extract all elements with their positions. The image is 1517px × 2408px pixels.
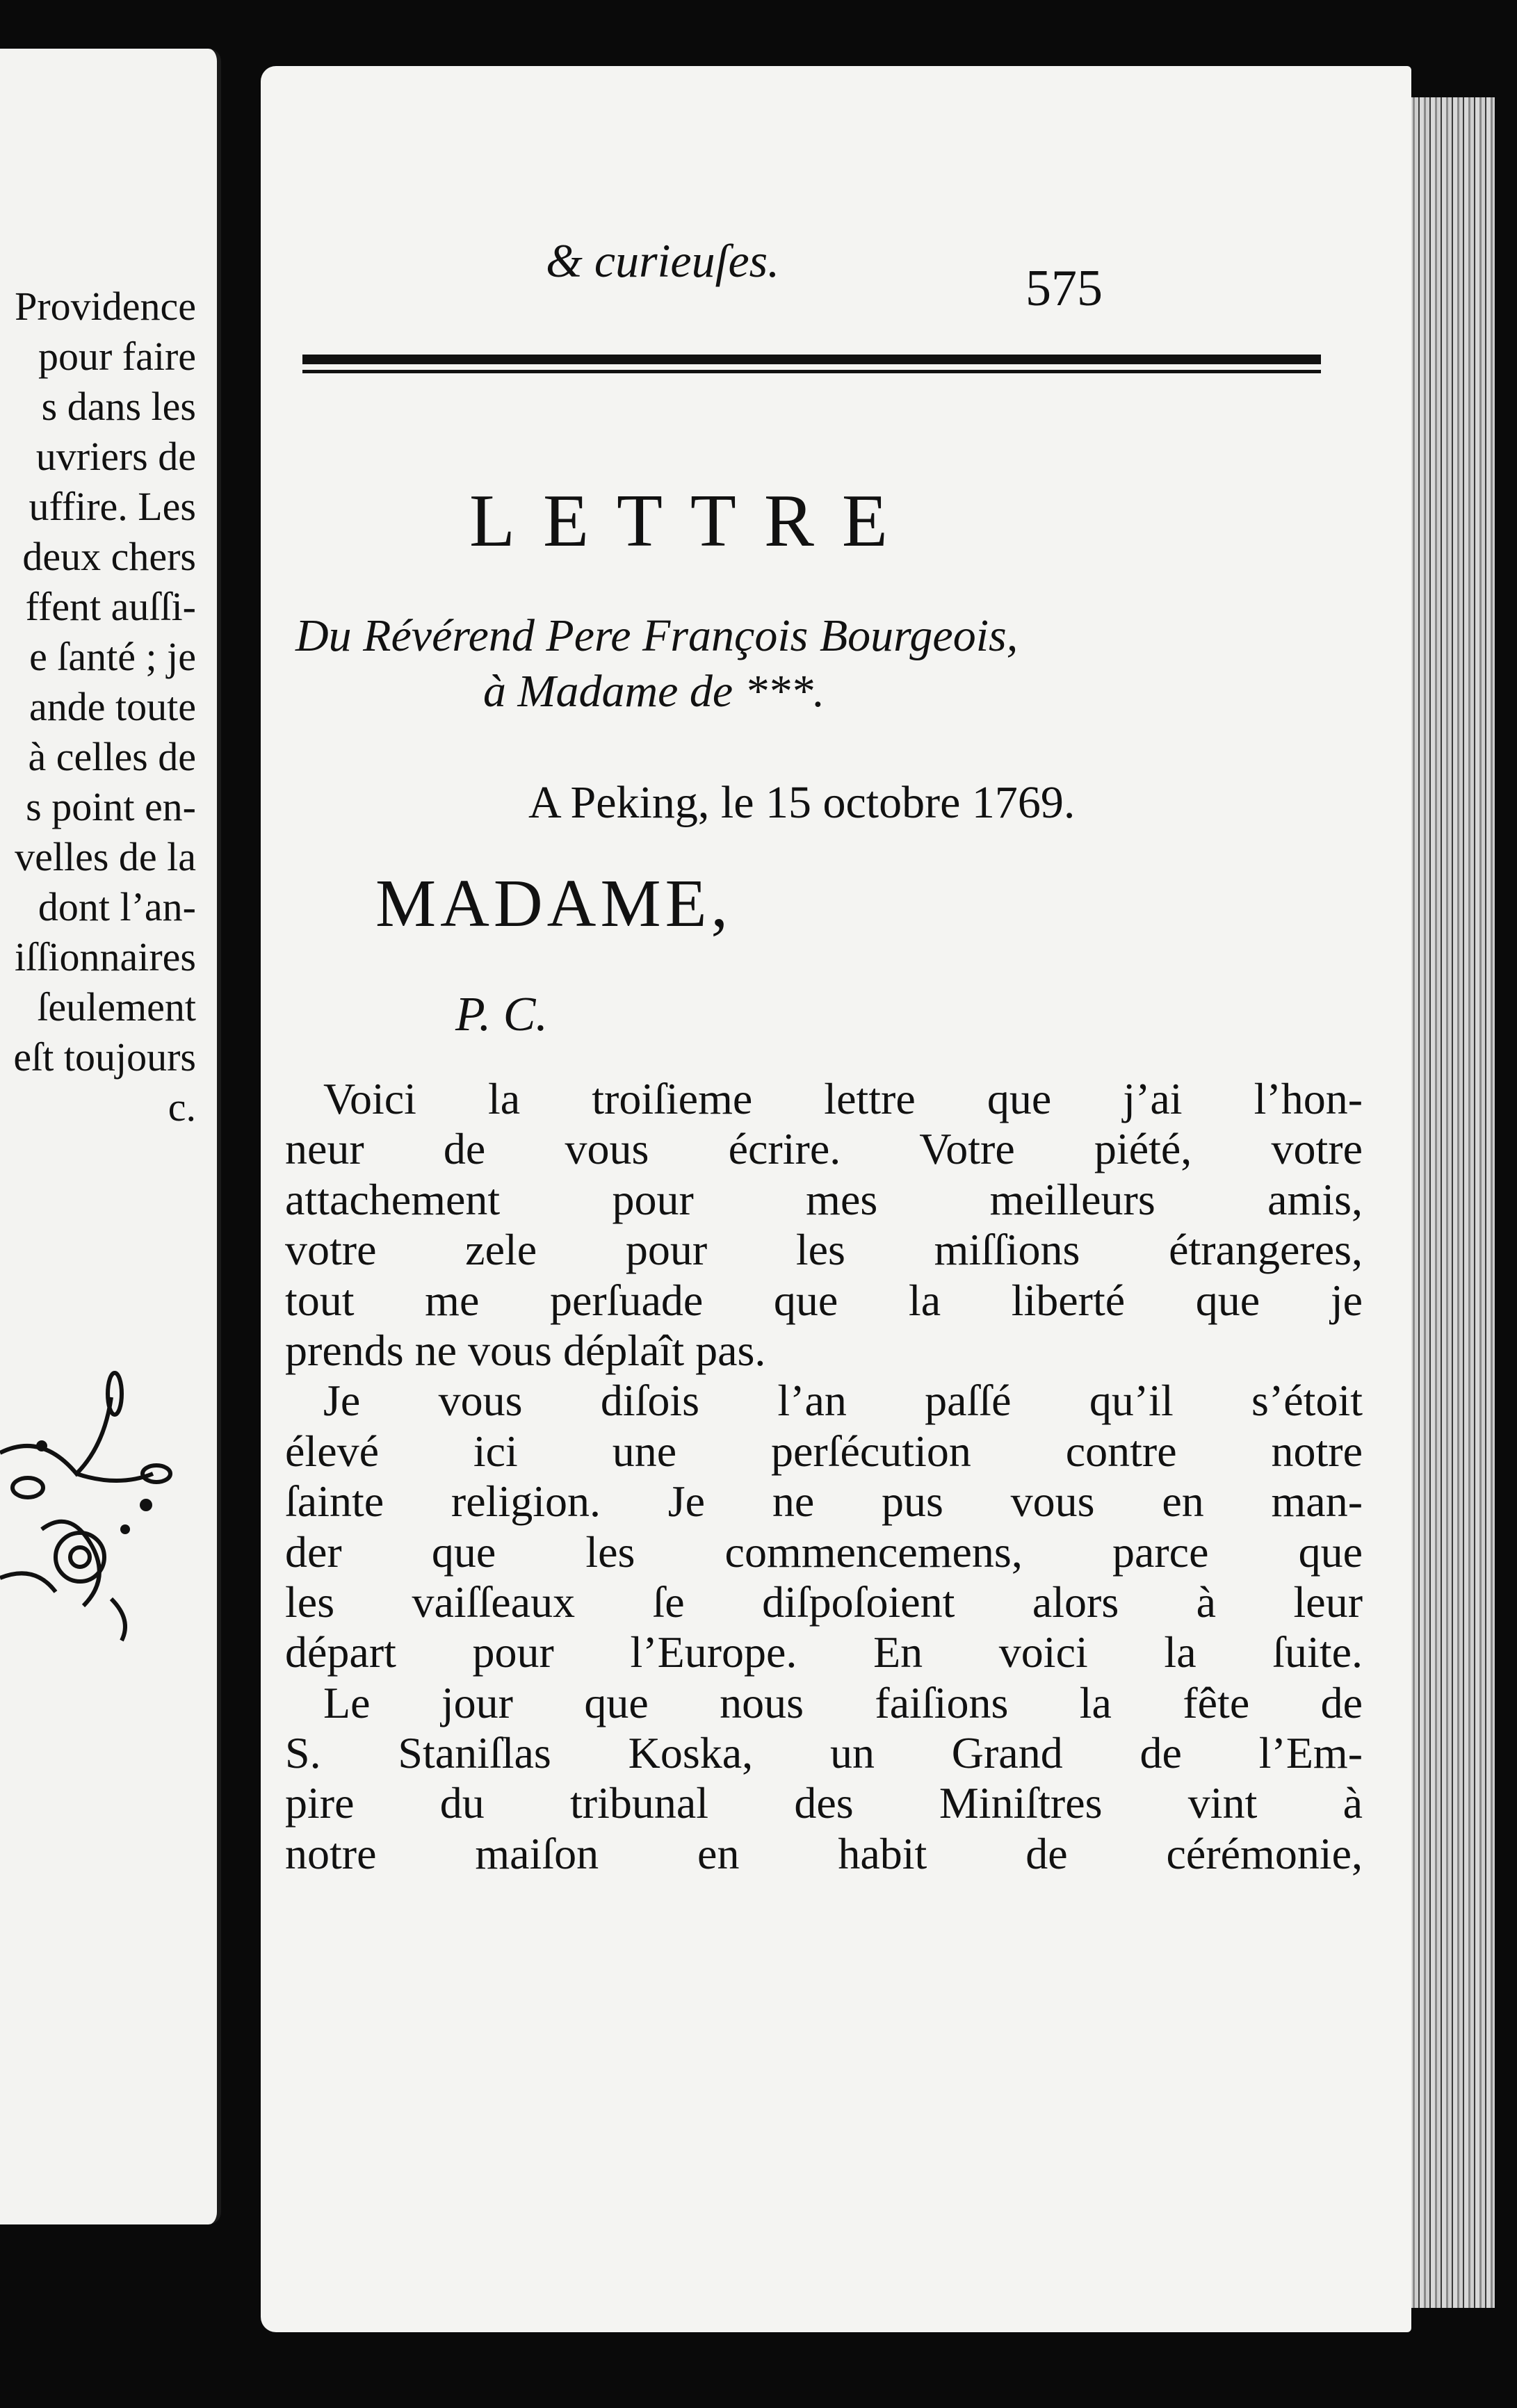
body-line: attachement pour mes meilleurs amis,	[285, 1174, 1363, 1224]
left-page-line: s point en-	[26, 784, 196, 829]
initials: P. C.	[455, 988, 548, 1041]
left-page-line: ande toute	[29, 684, 196, 729]
left-page-line: uvriers de	[35, 434, 196, 479]
left-page-line: à celles de	[28, 734, 196, 779]
running-title: & curieuſes.	[546, 234, 780, 287]
letter-body	[285, 1074, 1363, 1879]
left-page-text	[0, 282, 209, 1132]
left-page-line: deux chers	[22, 534, 196, 579]
body-line: prends ne vous déplaît pas.	[285, 1325, 766, 1375]
left-page-line: e ſanté ; je	[29, 634, 196, 679]
left-page-line: dont l’an-	[38, 884, 196, 929]
left-page-line: ffent auſſi-	[25, 584, 196, 629]
left-page-line: s dans les	[41, 384, 196, 429]
body-line: votre zele pour les miſſions étrangeres,	[285, 1225, 1363, 1275]
header-rule-thin	[302, 370, 1321, 373]
body-line: les vaiſſeaux ſe diſpoſoient alors à leur	[285, 1577, 1363, 1627]
body-line: Voici la troiſieme lettre que j’ai l’hon-	[323, 1074, 1363, 1123]
body-line: Je vous diſois l’an paſſé qu’il s’étoit	[323, 1376, 1363, 1426]
letter-author-line: Du Révérend Pere François Bourgeois,	[295, 610, 1019, 661]
page-stack-edge	[1397, 97, 1495, 2308]
dateline: A Peking, le 15 octobre 1769.	[528, 777, 1076, 828]
body-line: ſainte religion. Je ne pus vous en man-	[285, 1476, 1363, 1527]
left-page-line: c.	[168, 1084, 196, 1130]
floral-ornament-icon	[0, 1369, 174, 1648]
page-number: 575	[1025, 260, 1103, 317]
left-page-line: Providence	[15, 284, 196, 329]
body-line: der que les commencemens, parce que	[285, 1527, 1363, 1577]
body-line: Le jour que nous faiſions la fête de	[323, 1677, 1363, 1727]
right-page	[261, 66, 1411, 2332]
body-line: départ pour l’Europe. En voici la ſuite.	[285, 1627, 1363, 1677]
body-line: S. Staniſlas Koska, un Grand de l’Em-	[285, 1728, 1363, 1778]
salutation: MADAME,	[375, 866, 732, 941]
body-line: tout me perſuade que la liberté que je	[285, 1275, 1363, 1325]
body-line: élevé ici une perſécution contre notre	[285, 1426, 1363, 1476]
left-page-line: ſeulement	[37, 984, 196, 1030]
header-rule	[302, 355, 1321, 364]
left-page-line: uffire. Les	[29, 484, 196, 529]
body-line: pire du tribunal des Miniſtres vint à	[285, 1778, 1363, 1828]
body-line: notre maiſon en habit de cérémonie,	[285, 1828, 1363, 1878]
left-page-line: iſſionnaires	[15, 934, 196, 979]
left-page-line: eſt toujours	[13, 1034, 196, 1080]
letter-recipient-line: à Madame de ***.	[483, 666, 825, 717]
letter-title: LETTRE	[469, 480, 916, 562]
body-line: neur de vous écrire. Votre piété, votre	[285, 1124, 1363, 1174]
left-page-line: velles de la	[15, 834, 196, 879]
left-page-line: pour faire	[38, 334, 196, 379]
left-facing-page	[0, 49, 221, 2224]
